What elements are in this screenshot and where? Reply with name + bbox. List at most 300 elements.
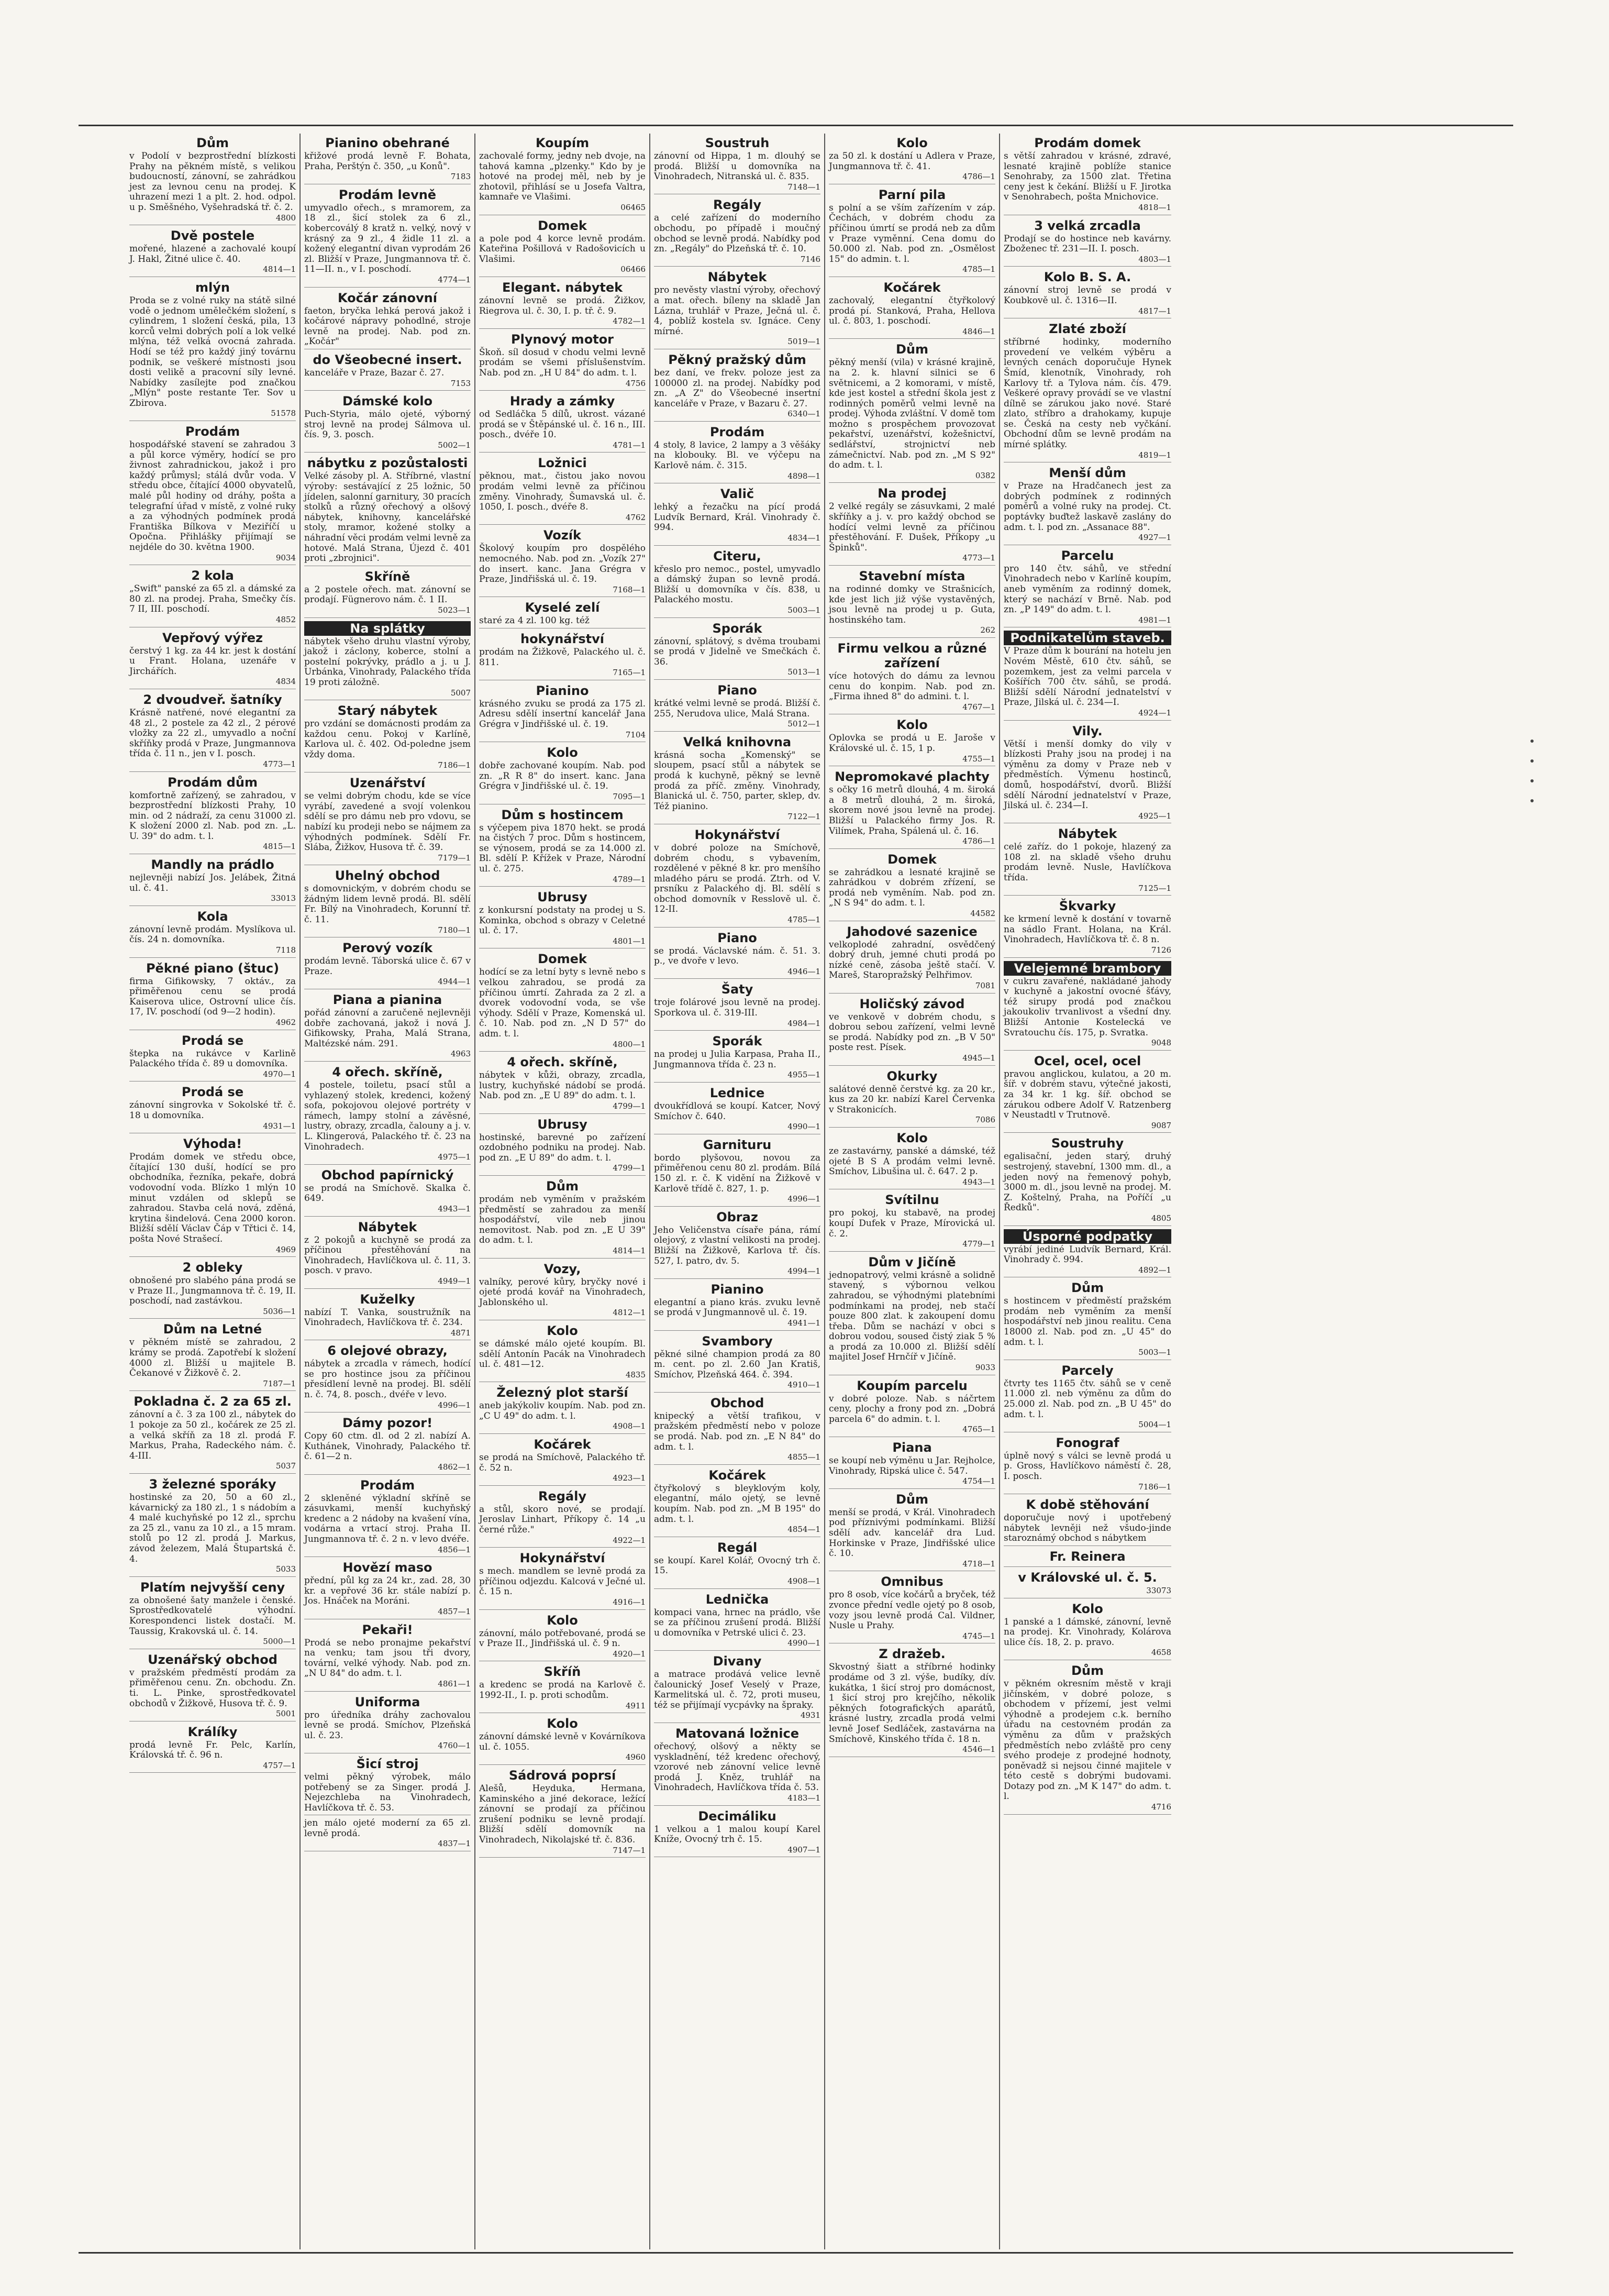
classified-ad — [654, 931, 820, 979]
ad-reference-number: 7095—1 — [613, 791, 646, 801]
classified-ad — [479, 683, 646, 742]
ad-reference-number: 4943—1 — [438, 1204, 471, 1213]
ad-reference-number: 7122—1 — [787, 812, 820, 822]
ad-body: prodám neb vyměním v pražském předměstí se zahradou za menší hospodářství, vile neb jinou nemovitost. Nab. pod zn. „E U 39" do adm. t. l. — [479, 1194, 646, 1246]
ad-heading: do Všeobecné insert. — [313, 352, 462, 367]
ad-body: v pěkném okresním městě v kraji jičínském, v dobré poloze, s obchodem v přízemí, jest velmi výhodně a prodejem c.k. berního úřadu na cestovném prodán za výměnu za dům v pražských předměstích nebo zvláště pro ceny svého prodeje z prodejné hodnoty, poněvadž si nejsou činné majitele v této cestě s dobrými budovami. Dotazy pod zn. „M K 147" do adm. t. l. — [1004, 1678, 1171, 1802]
ad-reference-number: 4931 — [800, 1710, 820, 1720]
ad-reference-number: 4911 — [625, 1701, 646, 1710]
ad-body: zachovalé formy, jedny neb dvoje, na tahová kamna „plzenky." Kdo by je hotové na prodej měl, neb by je zhotovil, přihlásí se u Josefa Valtra, kamnaře ve Vlašimi. — [479, 151, 646, 203]
classified-ad — [304, 1560, 471, 1619]
classified-ad — [654, 621, 820, 680]
ad-heading: Fr. Reinera — [1049, 1549, 1126, 1564]
ad-heading: Prodám — [360, 1477, 415, 1493]
ad-body: pořád zánovní a zaručeně nejlevněji dobře zachovaná, jakož i nová J. Gifikowsky, Praha, Malá Strana, Maltézské nám. 291. — [304, 1008, 471, 1049]
ad-reference-number: 4996—1 — [438, 1400, 471, 1410]
classified-ad — [129, 692, 296, 772]
classified-ad — [829, 1440, 995, 1489]
ad-reference-number: 4789—1 — [613, 874, 646, 884]
classified-ad — [479, 890, 646, 948]
ad-reference-number: 33073 — [1146, 1585, 1171, 1595]
classified-ad — [829, 1131, 995, 1189]
classified-ad — [304, 941, 471, 989]
ad-body: kanceláře v Praze, Bazar č. 27. — [304, 367, 445, 378]
classified-ad — [829, 1378, 995, 1437]
classified-ad — [479, 1385, 646, 1434]
ad-body: 1 panské a 1 dámské, zánovní, levně na prodej. Kr. Vinohrady, Kolárova ulice čís. 18, 2. p. pravo. — [1004, 1616, 1171, 1648]
classified-ad — [1004, 724, 1171, 824]
classified-ad — [129, 136, 296, 225]
bottom-rule — [79, 2252, 1513, 2254]
ad-body: pro 8 osob, více kočárů a bryček, též zvonce přední vedle ojetý po 8 osob, vozy jsou levně prodá Cal. Vildner, Nusle u Prahy. — [829, 1589, 995, 1631]
classified-ad — [304, 1220, 471, 1289]
ad-reference-number: 4718—1 — [962, 1559, 995, 1569]
classified-ad — [129, 775, 296, 855]
ad-reference-number: 51578 — [271, 409, 296, 418]
classified-ad — [129, 1652, 296, 1721]
ad-heading: Fonograf — [1056, 1435, 1119, 1450]
ad-reference-number: 4861—1 — [438, 1679, 471, 1688]
ad-heading: Soustruh — [705, 136, 770, 150]
ad-body: zánovní, splátový, s dvěma troubami se prodá v Jidelně ve Smečkách č. 36. — [654, 636, 820, 667]
ad-body: zánovní a č. 3 za 100 zl., nábytek do 1 pokoje za 50 zl., kočárek ze 25 zl. a velká skříň za 18 zl. prodá F. Markus, Praha, Radeckého nám. č. 4-III. — [129, 1409, 296, 1461]
ad-reference-number: 4996—1 — [787, 1194, 820, 1204]
ad-reference-number: 4955—1 — [787, 1070, 820, 1080]
classified-ad — [304, 1416, 471, 1474]
ad-body: ve venkově v dobrém chodu, s dobrou sebou zařízení, velmi levně se prodá. Nabídky pod zn. „B V 50" poste rest. Písek. — [829, 1011, 995, 1053]
classified-ad — [654, 197, 820, 267]
classified-columns — [126, 134, 1524, 2249]
classified-ad — [304, 1065, 471, 1165]
ad-heading: Vozy, — [543, 1261, 581, 1276]
ad-heading: Skříň — [543, 1664, 581, 1680]
classified-ad — [1004, 548, 1171, 628]
ad-heading: Pekaři! — [362, 1622, 413, 1637]
ad-body: se zahrádkou a lesnaté krajině se zahrádkou v dobrém zřízení, se prodá neb vyměním. Nab. pod zn. „N S 94" do adm. t. l. — [829, 867, 995, 909]
ad-body: s větší zahradou v krásné, zdravé, lesnaté krajině poblíže stanice Senohraby, za 1500 zlat. Třetina ceny jest k čekání. Bližší u F. Jirotka v Senohrabech, pošta Mnichovice. — [1004, 151, 1171, 203]
ad-reference-number: 4943—1 — [962, 1177, 995, 1187]
classified-ad — [129, 857, 296, 906]
ad-heading: Kočárek — [708, 1467, 766, 1483]
classified-ad — [304, 621, 471, 701]
ad-reference-number: 4945—1 — [962, 1053, 995, 1063]
ad-reference-number: 4970—1 — [263, 1069, 296, 1079]
ad-reference-number: 7168—1 — [613, 584, 646, 594]
ad-body: zachovalý, elegantní čtyřkolový prodá pí. Stanková, Praha, Hellova ul. č. 803, 1. poschodí. — [829, 295, 995, 327]
classified-ad — [654, 1138, 820, 1207]
ad-heading: Parní pila — [878, 187, 946, 202]
ad-heading: Plynový motor — [511, 332, 614, 347]
ad-heading: Uzenářský obchod — [148, 1652, 278, 1667]
ad-heading: Koupím — [535, 136, 590, 150]
ad-reference-number: 4805 — [1151, 1213, 1171, 1223]
ad-body: více hotových do dámu za levnou cenu do konpim. Nab. pod zn. „Firma ihned 8" do admini. t. l. — [829, 670, 995, 702]
classified-ad — [1004, 1436, 1171, 1494]
ad-heading: Dům — [1071, 1281, 1104, 1296]
ad-body: doporučuje nový i upotřebený nábytek levněji než všudo-jinde staroznámý obchod s nábytkem — [1004, 1513, 1171, 1544]
column-5 — [825, 134, 1000, 2249]
classified-ad — [479, 394, 646, 452]
classified-ad — [829, 280, 995, 339]
ad-reference-number: 4856—1 — [438, 1544, 471, 1554]
ad-heading: Dům s hostincem — [501, 807, 624, 822]
ad-reference-number: 4854—1 — [787, 1525, 820, 1535]
ad-body: čerstvý 1 kg. za 44 kr. jest k dostání u Frant. Holana, uzenáře v Jirchářích. — [129, 645, 296, 677]
ad-heading: Hokynářství — [519, 1551, 605, 1566]
ad-reference-number: 4837—1 — [438, 1839, 471, 1849]
classified-ad — [1004, 1602, 1171, 1660]
ad-reference-number: 7126 — [1151, 945, 1171, 955]
ad-reference-number: 4800 — [275, 213, 296, 223]
ad-heading: Menší dům — [1049, 466, 1126, 481]
ad-body: a celé zařízení do moderního obchodu, po případě i moučný obchod se levně prodá. Nabídky pod zn. „Regály" do Plzeňská tř. č. 10. — [654, 213, 820, 255]
ad-reference-number: 4963 — [450, 1049, 471, 1059]
ad-heading: Pianino — [536, 683, 589, 698]
classified-ad — [1004, 899, 1171, 957]
ad-reference-number: 4765—1 — [962, 1425, 995, 1434]
column-2 — [301, 134, 475, 2249]
ad-body: kompaci vana, hrnec na prádlo, vše se za příčinou zrušení prodá. Bližší u domovníka v Petrské ulici č. 23. — [654, 1607, 820, 1638]
classified-ad — [129, 424, 296, 565]
ad-reference-number: 7179—1 — [438, 853, 471, 863]
classified-ad — [829, 1193, 995, 1251]
ad-reference-number: 4834—1 — [787, 533, 820, 543]
ad-heading: Okurky — [886, 1068, 938, 1084]
ad-reference-number: 7125—1 — [1138, 883, 1171, 893]
ad-body: nabízí T. Vanka, soustružník na Vinohradech, Havlíčkova tř. č. 234. — [304, 1307, 471, 1328]
classified-ad — [304, 1818, 471, 1851]
ad-body: s domovnickým, v dobrém chodu se žádným lidem levně prodá. Bl. sdělí Fr. Bílý na Vinohradech, Korunní tř. č. 11. — [304, 884, 471, 925]
ad-heading: Ocel, ocel, ocel — [1034, 1053, 1141, 1068]
classified-ad — [479, 1768, 646, 1858]
classified-ad — [304, 394, 471, 452]
ad-body: ořechový, olšový a někty se vyskladnění, též kredenc ořechový, vzorové neb zánovní velice levně prodá J. Kněz, truhlář na Vinohradech, Havlíčkova třída č. 53. — [654, 1741, 820, 1793]
ad-heading: Decimáliku — [698, 1808, 776, 1824]
ad-reference-number: 4745—1 — [962, 1631, 995, 1641]
ad-reference-number: 4944—1 — [438, 977, 471, 987]
ad-reference-number: 4755—1 — [962, 754, 995, 764]
ad-heading: Uhelný obchod — [335, 868, 440, 884]
classified-ad — [479, 1437, 646, 1486]
ad-body: menší se prodá, v Král. Vinohradech pod příznivými podmínkami. Bližší sdělí adv. kancelář dra Lud. Horkinske v Praze, Jindřišské ulice č. 10. — [829, 1507, 995, 1559]
ad-heading: Piana a pianina — [332, 992, 442, 1008]
ad-heading: Dvě postele — [170, 228, 255, 244]
classified-ad — [304, 1757, 471, 1815]
ad-body: egalisační, jeden starý, druhý sestrojený, stavební, 1300 mm. dl., a jeden nový na řemenový pohyb, 3000 m. dl., jsou levně na prodej. M. Z. Koštelný, Praha, na Poříčí „u Ředků". — [1004, 1151, 1171, 1213]
classified-ad — [479, 1055, 646, 1113]
ad-body: s výčepem piva 1870 hekt. se prodá na čistých 7 proc. Dům s hostincem, se výnosem, prodá se za 14.000 zl. Bl. sdělí P. Křížek v Praze, Národní ul. č. 275. — [479, 822, 646, 874]
ad-reference-number: 4981—1 — [1138, 615, 1171, 625]
ad-heading: Lednička — [705, 1592, 769, 1607]
ad-heading: Kolo — [1072, 1601, 1103, 1616]
ad-body: Krásně natřené, nové elegantní za 48 zl., 2 postele za 42 zl., 2 pérové vložky za 22 zl., umyvadlo a noční skříňky prodá v Praze, Jungmannova třída č. 11 n., jen v I. posch. — [129, 707, 296, 759]
classified-ad — [829, 187, 995, 277]
classified-ad — [129, 1394, 296, 1474]
ad-body: komfortně zařízený, se zahradou, v bezprostřední blízkosti Prahy, 10 min. od 2 nádraží, za cenu 31000 zl. K složení 2000 zl. Nab. pod zn. „L. U. 39" do adm. t. l. — [129, 790, 296, 842]
classified-ad — [129, 280, 296, 421]
ad-heading: Regály — [713, 197, 761, 213]
ad-body: elegantní a piano krás. zvuku levně se prodá v Jungmannově ul. č. 19. — [654, 1297, 820, 1318]
ad-reference-number: 5023—1 — [438, 605, 471, 615]
ad-reference-number: 7104 — [625, 730, 646, 739]
ad-body: čtvrty tes 1165 čtv. sáhů se v ceně 11.000 zl. neb výměnu za dům do 25.000 zl. Nab. pod zn. „B U 45" do adm. t. l. — [1004, 1378, 1171, 1420]
ad-reference-number: 4658 — [1151, 1648, 1171, 1658]
ad-heading: Soustruhy — [1051, 1136, 1124, 1151]
ad-heading: Kolo — [547, 1613, 578, 1628]
ad-heading: Prodám levně — [338, 187, 437, 202]
classified-ad — [654, 827, 820, 928]
ad-body: pro úředníka dráhy zachovalou levně se prodá. Smíchov, Plzeňská ul. č. 23. — [304, 1709, 471, 1741]
ad-body: jen málo ojeté moderní za 65 zl. levně prodá. — [304, 1818, 471, 1839]
ad-body: nábytek v kůži, obrazy, zrcadla, lustry, kuchyňské nádobí se prodá. Nab. pod zn. „E U 89" do adm. t. l. — [479, 1070, 646, 1101]
classified-ad — [479, 456, 646, 525]
ad-reference-number: 7146 — [800, 254, 820, 264]
ad-body: knipecký a větší trafikou, v pražském předměstí nebo v poloze se prodá. Nab. pod zn. „E N 84" do adm. t. l. — [654, 1410, 820, 1452]
ad-body: celé zaříz. do 1 pokoje, hlazený za 108 zl. na skladě všeho druhu prodám levně. Nusle, Havlíčkova třída. — [1004, 842, 1171, 884]
ad-body: Copy 60 ctm. dl. od 2 zl. nabízí A. Kuthánek, Vinohrady, Palackého tř. č. 61—2 n. — [304, 1431, 471, 1462]
ad-body: Prodá se nebo pronajme pekařství na venku; tam jsou tři dvory, tovární, velké výhody. Nab. pod zn. „N U 84" do adm. t. l. — [304, 1637, 471, 1679]
ad-body: nábytek všeho druhu vlastní výroby, jakož i záclony, koberce, stolní a postelní pokrývky, prádlo a j. u J. Urbánka, Vinohrady, Palackého třída 19 proti záložně. — [304, 636, 471, 688]
classified-ad — [654, 487, 820, 545]
ad-body: „Swift" panské za 65 zl. a dámské za 80 zl. na prodej. Praha, Smečky čís. 7 II, III. poschodí. — [129, 583, 296, 615]
classified-ad — [829, 1255, 995, 1375]
ad-body: pěkný menší (vila) v krásné krajině, na 2. k. hlavní silnici se 6 světnicemi, a 2 komorami, v místě, kde jest kostel a střední škola jest z rodinných poměrů velmi levně na prodej. Výhoda zvláštní. V domě tom možno s prospěchem provozovat pekařství, uzenářství, kožešnictví, sedlářství, strojnictví neb zámečnictví. Nab. pod zn. „M S 92" do adm. t. l. — [829, 357, 995, 471]
classified-ad — [479, 528, 646, 597]
ad-reference-number: 5013—1 — [787, 667, 820, 677]
classified-ad — [129, 1136, 296, 1257]
ad-body: 4 stoly, 8 lavice, 2 lampy a 3 věšáky na klobouky. Bl. ve výčepu na Karlově nám. č. 315. — [654, 439, 820, 471]
ad-heading: Mandly na prádlo — [151, 857, 274, 873]
ad-body: salátové denně čerstvé kg. za 20 kr., kus za 20 kr. nabízí Karel Červenka v Strakonicích. — [829, 1084, 995, 1115]
ad-body: 2 skleněné výkladní skříně se zásuvkami, menší kuchyňský kredenc a 2 nádoby na kvašení vína, vodárna a vrtací stroj. Praha II. Jungmannova tř. č. 2 n. v levo dvéře. — [304, 1493, 471, 1544]
ad-body: se koupí neb výměnu u Jar. Rejholce, Vinohrady, Ripská ulice č. 547. — [829, 1455, 995, 1476]
ad-reference-number: 06466 — [620, 264, 646, 274]
ad-reference-number: 4786—1 — [962, 172, 995, 182]
ad-body: nejlevněji nabízí Jos. Jelábek, Žitná ul. č. 41. — [129, 873, 296, 893]
classified-ad — [829, 997, 995, 1066]
classified-ad — [829, 1574, 995, 1643]
ad-heading: Pěkný pražský dům — [668, 352, 806, 367]
classified-ad — [129, 1580, 296, 1649]
ad-heading: Nepromokavé plachty — [835, 769, 990, 785]
ad-heading: Železný plot starší — [496, 1385, 628, 1400]
ad-heading: Kolo — [547, 1716, 578, 1731]
ad-body: obnošené pro slabého pána prodá se v Praze II., Jungmannova tř. č. 19, II. poschodí, nad zastávkou. — [129, 1275, 296, 1307]
ad-body: prodá levně Fr. Pelc, Karlín, Královská tř. č. 96 n. — [129, 1739, 296, 1761]
classified-ad — [479, 1489, 646, 1548]
classified-ad — [829, 769, 995, 849]
classified-ad — [654, 1654, 820, 1723]
ad-heading: Vily. — [1072, 723, 1103, 738]
ad-reference-number: 7118 — [275, 945, 296, 955]
ad-reference-number: 7081 — [975, 981, 995, 991]
ad-reference-number: 4818—1 — [1138, 202, 1171, 212]
classified-ad — [479, 332, 646, 391]
ad-reference-number: 9034 — [275, 553, 296, 562]
ad-heading: Kolo — [896, 136, 928, 150]
ad-body: úplně nový s válci se levně prodá u p. Gross, Havlíčkovo náměstí č. 28, I. posch. — [1004, 1450, 1171, 1482]
ad-reference-number: 4862—1 — [438, 1462, 471, 1472]
ad-reference-number: 7186—1 — [1138, 1482, 1171, 1492]
classified-ad — [129, 568, 296, 627]
classified-ad — [1004, 1363, 1171, 1432]
ad-body: hostinské za 20, 50 a 60 zl., kávarnický za 180 zl., 1 s nádobím a 4 malé kuchyňské po 12 zl., sprchu za 25 zl., vanu za 10 zl., a 15 mram. stolů po 12 zl. prodá J. Markus, závod železem, Malá Štupartská č. 4. — [129, 1492, 296, 1564]
ad-reference-number: 4846—1 — [962, 326, 995, 336]
ad-reference-number: 4800—1 — [613, 1039, 646, 1049]
ad-body: bordo plyšovou, novou za přiměřenou cenu 80 zl. prodám. Bílá 150 zl. r. č. K vidění na Žižkově v Karlově třídě č. 827, 1. p. — [654, 1152, 820, 1194]
ad-heading: Prodám domek — [1034, 136, 1141, 150]
ad-heading: Ubrusy — [537, 890, 587, 905]
ad-heading: Domek — [538, 218, 587, 233]
ad-body: jednopatrový, velmi krásně a solidně stavený, s výbornou velkou zahradou, se výhodnými platebními podmínkami na prodej, neb stačí pouze 800 zlat. k zakoupení domu třeba. Dům se nachází v obci s dobrou vodou, soused čistý ziak 5 % a prodá za 10.000 zl. Bližší sdělí majitel Josef Hrnčíř v Jičíně. — [829, 1270, 995, 1363]
ad-reference-number: 4773—1 — [263, 759, 296, 769]
classified-ad — [304, 776, 471, 865]
ad-body: Prodám domek ve středu obce, čítající 130 duší, hodící se pro obchodníka, řezníka, pekaře, dobrá vodovodní voda. Blízko 1 mlýn 10 minut vzdálen od sklepů se zahradou. Stavba celá nová, zděná, krytina šindelová. Cena 2000 koron. Bližší sdělí Václav Čáp v Třtici č. 14, pošta Nové Strašecí. — [129, 1152, 296, 1244]
classified-ad — [654, 270, 820, 349]
ad-heading: Pianino — [711, 1282, 764, 1297]
ad-reference-number: 4920—1 — [613, 1649, 646, 1659]
ad-body: pro nevěsty vlastní výroby, ořechový a mat. ořech. bíleny na skladě Jan Lázna, truhlář v Praze, Ječná ul. č. 4, poblíž kostela sv. Ignáce. Ceny mírné. — [654, 285, 820, 337]
ad-heading: Skříně — [364, 569, 410, 584]
ad-body: krásná socha „Komenský" se sloupem, psací stůl a nábytek se prodá k kuchyně, pěkný se levně prodá za příč. změny. Vinohrady, Blanická ul. č. 750, parter, sklep, dv. Též pianino. — [654, 749, 820, 812]
classified-ad — [654, 982, 820, 1031]
ad-heading: Kolo — [896, 1130, 928, 1145]
ad-reference-number: 4716 — [1151, 1802, 1171, 1812]
ad-heading: Lednice — [709, 1086, 765, 1100]
ad-heading: Obraz — [716, 1209, 758, 1224]
classified-ad — [479, 632, 646, 680]
ad-body: velmi pěkný výrobek, málo potřebený se za Singer. prodá J. Nejezchleba na Vinohradech, Havlíčkova tř. č. 53. — [304, 1771, 471, 1813]
ad-heading: Regál — [717, 1540, 758, 1555]
ad-body: se velmi dobrým chodu, kde se více vyrábí, zavedené a svojí volenkou sdělí se pro dámu neb pro vdovu, se nabízí ku prodeji nebo se nájmem za výhodných podmínek. Sdělí Fr. Slába, Žižkov, Husova tř. č. 39. — [304, 791, 471, 853]
ad-reference-number: 4754—1 — [962, 1476, 995, 1486]
ad-reference-number: 4990—1 — [787, 1122, 820, 1132]
ad-heading: Garnituru — [703, 1137, 772, 1152]
ad-reference-number: 4949—1 — [438, 1276, 471, 1286]
ad-reference-number: 4814—1 — [613, 1245, 646, 1255]
classified-ad — [479, 952, 646, 1052]
ad-body: s očky 16 metrů dlouhá, 4 m. široká a 8 metrů dlouhá, 2 m. široká, skorem nové jsou levně na prodej. Bližší u Palackého firmy Jos. R. Vilímek, Praha, Spálená ul. č. 16. — [829, 785, 995, 836]
ad-heading: Vepřový výřez — [162, 630, 263, 645]
ad-body: Alešů, Heyduka, Hermana, Kaminského a jiné dekorace, ležící zánovní se prodají za příčinou zrušení podniku se levně prodají. Bližší sdělí domovník na Vinohradech, Nikolajské tř. č. 836. — [479, 1783, 646, 1845]
ad-reference-number: 4994—1 — [787, 1266, 820, 1276]
classified-ad — [304, 456, 471, 566]
classified-ad — [479, 1716, 646, 1765]
classified-ad — [1004, 270, 1171, 318]
ad-heading: Kolo — [547, 1323, 578, 1338]
ad-heading: Uzenářství — [349, 776, 426, 791]
ad-heading: Úsporné podpatky — [1004, 1229, 1171, 1244]
ad-heading: v Královské ul. č. 5. — [1018, 1570, 1157, 1585]
ad-reference-number: 4785—1 — [787, 915, 820, 925]
ad-reference-number: 4892—1 — [1138, 1265, 1171, 1275]
classified-ad — [829, 718, 995, 766]
ad-reference-number: 7086 — [975, 1115, 995, 1125]
ad-reference-number: 33013 — [271, 893, 296, 903]
classified-ad — [129, 1725, 296, 1773]
ad-heading: 4 ořech. skříně, — [332, 1065, 443, 1079]
ad-body: se koupí. Karel Kolář, Ovocný trh č. 15. — [654, 1555, 820, 1576]
ad-reference-number: 4801—1 — [613, 936, 646, 946]
column-4 — [650, 134, 825, 2249]
ad-heading: K době stěhování — [1026, 1497, 1149, 1513]
classified-ad — [304, 703, 471, 772]
ad-heading: Parcely — [1061, 1363, 1114, 1378]
ad-heading: Domek — [538, 952, 587, 967]
classified-ad — [129, 228, 296, 277]
classified-ad — [304, 569, 471, 618]
ad-body: za obnošené šaty manžele i čenské. Sprostředkovatelé výhodní. Korespondenci listek dostačí. M. Taussig, Krakovská ul. č. 14. — [129, 1595, 296, 1637]
ad-body: krátké velmi levně se prodá. Bližší č. 255, Nerudova ulice, Malá Strana. — [654, 698, 820, 719]
ad-reference-number: 4773—1 — [962, 553, 995, 563]
ad-body: Prodají se do hostince neb kavárny. Zboženec tř. 231—II. I. posch. — [1004, 233, 1171, 255]
ad-heading: Nábytek — [1058, 826, 1117, 842]
classified-ad — [1004, 1136, 1171, 1226]
ad-body: aneb jakýkoliv koupím. Nab. pod zn. „C U 49" do adm. t. l. — [479, 1400, 646, 1421]
ad-reference-number: 4923—1 — [613, 1473, 646, 1483]
classified-ad — [479, 1323, 646, 1382]
ad-reference-number: 4183—1 — [787, 1793, 820, 1803]
ad-heading: Králíky — [187, 1724, 238, 1739]
ad-body: Jeho Veličenstva císaře pána, rámí olejový, z vlastní velikosti na prodej. Bližší na Žižkově, Karlova tř. čís. 527, I. patro, dv. 5. — [654, 1224, 820, 1266]
ad-heading: Na splátky — [304, 621, 471, 636]
classified-ad — [304, 1292, 471, 1341]
classified-ad — [1004, 322, 1171, 462]
ad-heading: Prodám dům — [168, 775, 258, 790]
ad-body: s mech. mandlem se levně prodá za příčinou odjezdu. Kalcová v Ječné ul. č. 15 n. — [479, 1566, 646, 1597]
ad-heading: Dům — [895, 342, 928, 357]
classified-ad — [654, 425, 820, 483]
classified-ad — [829, 1492, 995, 1572]
ad-heading: Prodá se — [181, 1085, 244, 1100]
ad-reference-number: 4781—1 — [613, 440, 646, 450]
ad-reference-number: 4767—1 — [962, 702, 995, 712]
classified-ad — [479, 218, 646, 277]
classified-ad — [654, 1726, 820, 1806]
classified-ad — [1004, 631, 1171, 720]
ad-body: Velké zásoby pl. A. Stříbrné, vlastní výroby: sestávající z 25 ložnic, 50 jídelen, salonní garnitury, 30 pracích stolků a různý ořechový a olšový nábytek, knihovny, kancelářské stoly, mramor, kožené stolky a náhradní věci prodám velmi levně za hotové. Malá Strana, Újezd č. 401 proti „zbrojnici". — [304, 471, 471, 564]
ad-body: hostinské, barevné po zařízení ozdobného podniku na prodej. Nab. pod zn. „E U 89" do adm. t. l. — [479, 1132, 646, 1163]
ad-heading: Dům v Jičíně — [868, 1254, 956, 1270]
classified-ad — [479, 1262, 646, 1320]
ad-heading: Dům — [895, 1492, 928, 1507]
ad-body: na prodej u Julia Karpasa, Praha II., Jungmannova třída č. 23 n. — [654, 1049, 820, 1070]
ad-reference-number: 4757—1 — [263, 1760, 296, 1770]
classified-ad — [1004, 466, 1171, 545]
ad-body: štepka na rukávce v Karlině Palackého třída č. 89 u domovníka. — [129, 1048, 296, 1069]
ad-reference-number: 4922—1 — [613, 1535, 646, 1545]
ad-reference-number: 4931—1 — [263, 1121, 296, 1131]
ad-heading: Stavební místa — [859, 569, 966, 583]
ad-reference-number: 06465 — [620, 202, 646, 212]
ad-body: se prodá. Václavské nám. č. 51. 3. p., ve dvoře v levo. — [654, 945, 820, 967]
ad-body: V Praze dům k bourání na hotelu jen Novém Městě, 610 čtv. sáhů, se pozemkem, jest za velmi parcela v Košířích 700 čtv. sáhů, se prodá. Bližší sdělí Národní jednatelství v Praze, Jilská ul. č. 234—I. — [1004, 646, 1171, 708]
ad-reference-number: 4803—1 — [1138, 254, 1171, 264]
classified-ad — [829, 569, 995, 638]
classified-ad — [829, 342, 995, 483]
ad-body: lehký a řezačku na pící prodá Ludvík Bernard, Král. Vinohrady č. 994. — [654, 502, 820, 533]
ad-body: Puch-Styria, málo ojeté, výborný stroj levně na prodej Sálmova ul. čís. 9, 3. posch. — [304, 409, 471, 440]
ad-reference-number: 4815—1 — [263, 842, 296, 852]
ad-body: 2 velké regály se zásuvkami, 2 malé skříňky a j. v. pro každý obchod se hodící velmi levně za příčinou přestěhování. F. Dušek, Příkopy „u Špinků". — [829, 501, 995, 553]
classified-ad — [129, 631, 296, 689]
ad-heading: Prodám — [185, 424, 240, 439]
ad-reference-number: 4908—1 — [787, 1576, 820, 1586]
classified-ad — [654, 1809, 820, 1858]
ad-reference-number: 5036—1 — [263, 1306, 296, 1316]
ad-heading: 6 olejové obrazy, — [327, 1343, 448, 1359]
ad-body: staré za 4 zl. 100 kg. též — [479, 615, 590, 626]
